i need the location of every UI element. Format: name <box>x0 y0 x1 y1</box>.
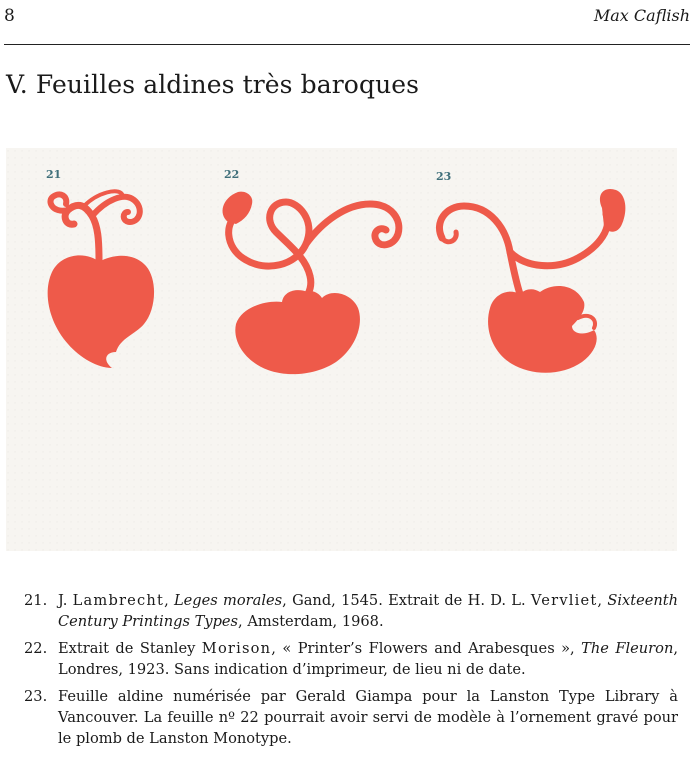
aldine-leaf-23 <box>436 170 625 373</box>
ornament-number-22: 22 <box>224 168 240 181</box>
work-title: Leges morales <box>173 592 283 609</box>
ornament-21-curl-left <box>50 194 68 210</box>
section-title: V. Feuilles aldines très baroques <box>6 70 420 99</box>
header-rule <box>4 44 690 45</box>
footnote-21 <box>24 590 678 632</box>
ornament-22-main-scroll <box>229 202 311 294</box>
footnote-23 <box>24 686 678 749</box>
ornament-illustration <box>6 148 677 551</box>
footnote-text: , <box>597 592 608 609</box>
author-name: Lambrecht <box>72 592 165 609</box>
ornament-23-tendril <box>578 316 595 328</box>
ornament-23-leaf <box>488 286 597 373</box>
author-name: Vervliet <box>530 592 598 609</box>
footnote-number: 23. <box>24 688 48 705</box>
footnote-text: Extrait de Stanley <box>58 640 202 657</box>
work-title: Sixteenth Century Printings Types <box>58 592 679 630</box>
ornament-21-leaf <box>48 255 154 368</box>
ornament-21-curl-right <box>92 197 140 222</box>
ornament-number-21: 21 <box>46 168 62 181</box>
ornament-plate <box>6 148 677 551</box>
ornament-number-23: 23 <box>436 170 452 183</box>
footnote-22 <box>24 638 678 680</box>
ornament-23-left-curl <box>442 232 456 242</box>
footnote-text: , Amsterdam, 1968. <box>238 613 384 630</box>
footnote-text: , Gand, 1545. Extrait de H. D. L. <box>282 592 531 609</box>
ornament-22-right-scroll <box>306 204 399 245</box>
footnote-text: J. <box>58 592 73 609</box>
running-header <box>4 6 690 28</box>
footnote-text: Feuille aldine numérisée par Gerald Giampa pour la Lanston Type Library à Vancouver. La feuille nº 22 pourrait avoir servi de modèle à l’ornement gravé pour le plomb de Lanston Monotype. <box>58 688 678 747</box>
aldine-leaf-22 <box>223 168 399 374</box>
footnote-text: , Londres, 1923. Sans indication d’imprimeur, de lieu ni de date. <box>58 640 678 678</box>
footnotes <box>24 590 678 755</box>
aldine-leaf-21 <box>46 168 154 368</box>
work-title: The Fleuron <box>581 640 674 657</box>
ornament-23-right-scroll <box>510 214 608 266</box>
ornament-22-leaf <box>235 290 360 374</box>
footnote-text: , <box>164 592 174 609</box>
running-head-author: Max Caflish <box>593 6 690 25</box>
footnote-number: 22. <box>24 640 48 657</box>
footnote-text: , « Printer’s Flowers and Arabesques », <box>271 640 582 657</box>
author-name: Morison <box>201 640 272 657</box>
footnote-number: 21. <box>24 592 48 609</box>
page-number: 8 <box>4 6 15 26</box>
